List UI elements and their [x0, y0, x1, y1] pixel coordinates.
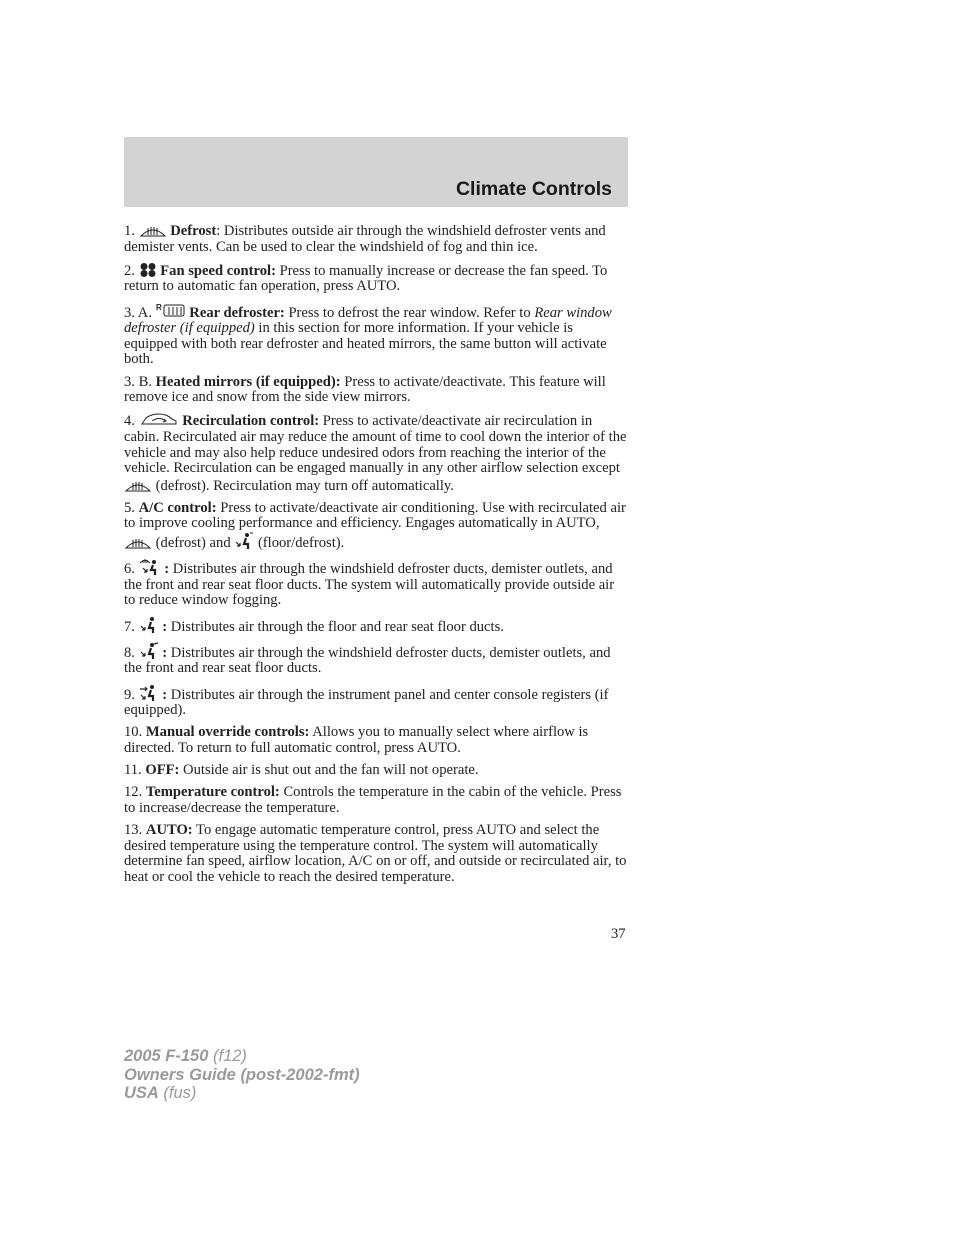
defrost-icon: [124, 534, 152, 550]
page-number: 37: [611, 926, 626, 942]
footer-line-2: Owners Guide (post-2002-fmt): [124, 1065, 360, 1084]
rear-defrost-icon: [156, 302, 186, 320]
item-temperature: 12. Temperature control: Controls the temperature in the cabin of the vehicle. Press to increase/decrease the temperature.: [124, 784, 622, 816]
page-title: Climate Controls: [455, 178, 612, 200]
item-off: 11. OFF: Outside air is shut out and the fan will not operate.: [124, 762, 479, 779]
item-recirculation: 4. Recirculation control: Press to activate/deactivate air recirculation in cabin. Recirculated air may reduce the amount of time to cool down the interior of the vehicle and may also help reduce undesired odors from reaching the interior of the vehicle. Recirculation can be engaged manually in any other airflow selection except (defrost). Recirculation may turn off automatically.: [124, 413, 627, 494]
item-defrost: 1. Defrost: Distributes outside air through the windshield defroster vents and demister vents. Can be used to clear the windshield of fog and thin ice.: [124, 223, 606, 255]
defrost-icon: [124, 477, 152, 493]
footer-line-3: USA (fus): [124, 1084, 197, 1102]
floor-defrost-icon: [139, 642, 159, 660]
svg-text:R: R: [155, 302, 162, 312]
item-floor-mode: 7. : Distributes air through the floor and rear seat floor ducts.: [124, 616, 628, 636]
content: [124, 222, 628, 892]
header-band: [124, 137, 628, 207]
rear-defroster-reference: Rear window defroster (if equipped): [124, 304, 612, 337]
item-rear-defroster: 3. A. R Rear defroster: Press to defrost the rear window. Refer to Rear window defroster (if equipped) in this section for more information. If your vehicle is equipped with both rear defroster and heated mirrors, the same button will activate both.: [124, 302, 612, 368]
item-ac-control: 5. A/C control: Press to activate/deactivate air conditioning. Use with recirculated air to improve cooling performance and efficiency. Engages automatically in AUTO, (defrost) and (floor/defrost).: [124, 499, 626, 552]
item-fan-speed: 2. Fan speed control: Press to manually increase or decrease the fan speed. To return to automatic fan operation, press AUTO.: [124, 262, 608, 295]
item-floor-defrost-mode: 8. : Distributes air through the windshield defroster ducts, demister outlets, and the front and rear seat floor ducts.: [124, 642, 628, 677]
floor-defrost-icon: [139, 558, 161, 576]
item-heated-mirrors: 3. B. Heated mirrors (if equipped): Press to activate/deactivate. This feature will remove ice and snow from the side view mirrors.: [124, 373, 606, 406]
fan-icon: [139, 262, 157, 278]
floor-icon: [139, 616, 159, 634]
recirculation-icon: [139, 412, 179, 428]
floor-defrost-icon: [234, 532, 254, 550]
item-defrost-floor-mode: 6. : Distributes air through the windshield defroster ducts, demister outlets, and the front and rear seat floor ducts. The system will automatically provide outside air to reduce window fogging.: [124, 558, 628, 609]
footer-line-1: 2005 F-150 (f12): [124, 1047, 247, 1065]
item-auto: 13. AUTO: To engage automatic temperature control, press AUTO and select the desired temperature using the temperature control. The system will automatically determine fan speed, airflow location, A/C on or off, and outside or recirculated air, to heat or cool the vehicle to reach the desired temperature.: [124, 822, 627, 885]
item-manual-override: 10. Manual override controls: Allows you to manually select where airflow is directed. To return to full automatic control, press AUTO.: [124, 724, 589, 756]
item-panel-mode: 9. : Distributes air through the instrument panel and center console registers (if equipped).: [124, 684, 628, 719]
defrost-icon: [139, 222, 167, 238]
footer: [124, 1047, 360, 1103]
panel-floor-icon: [139, 684, 159, 702]
